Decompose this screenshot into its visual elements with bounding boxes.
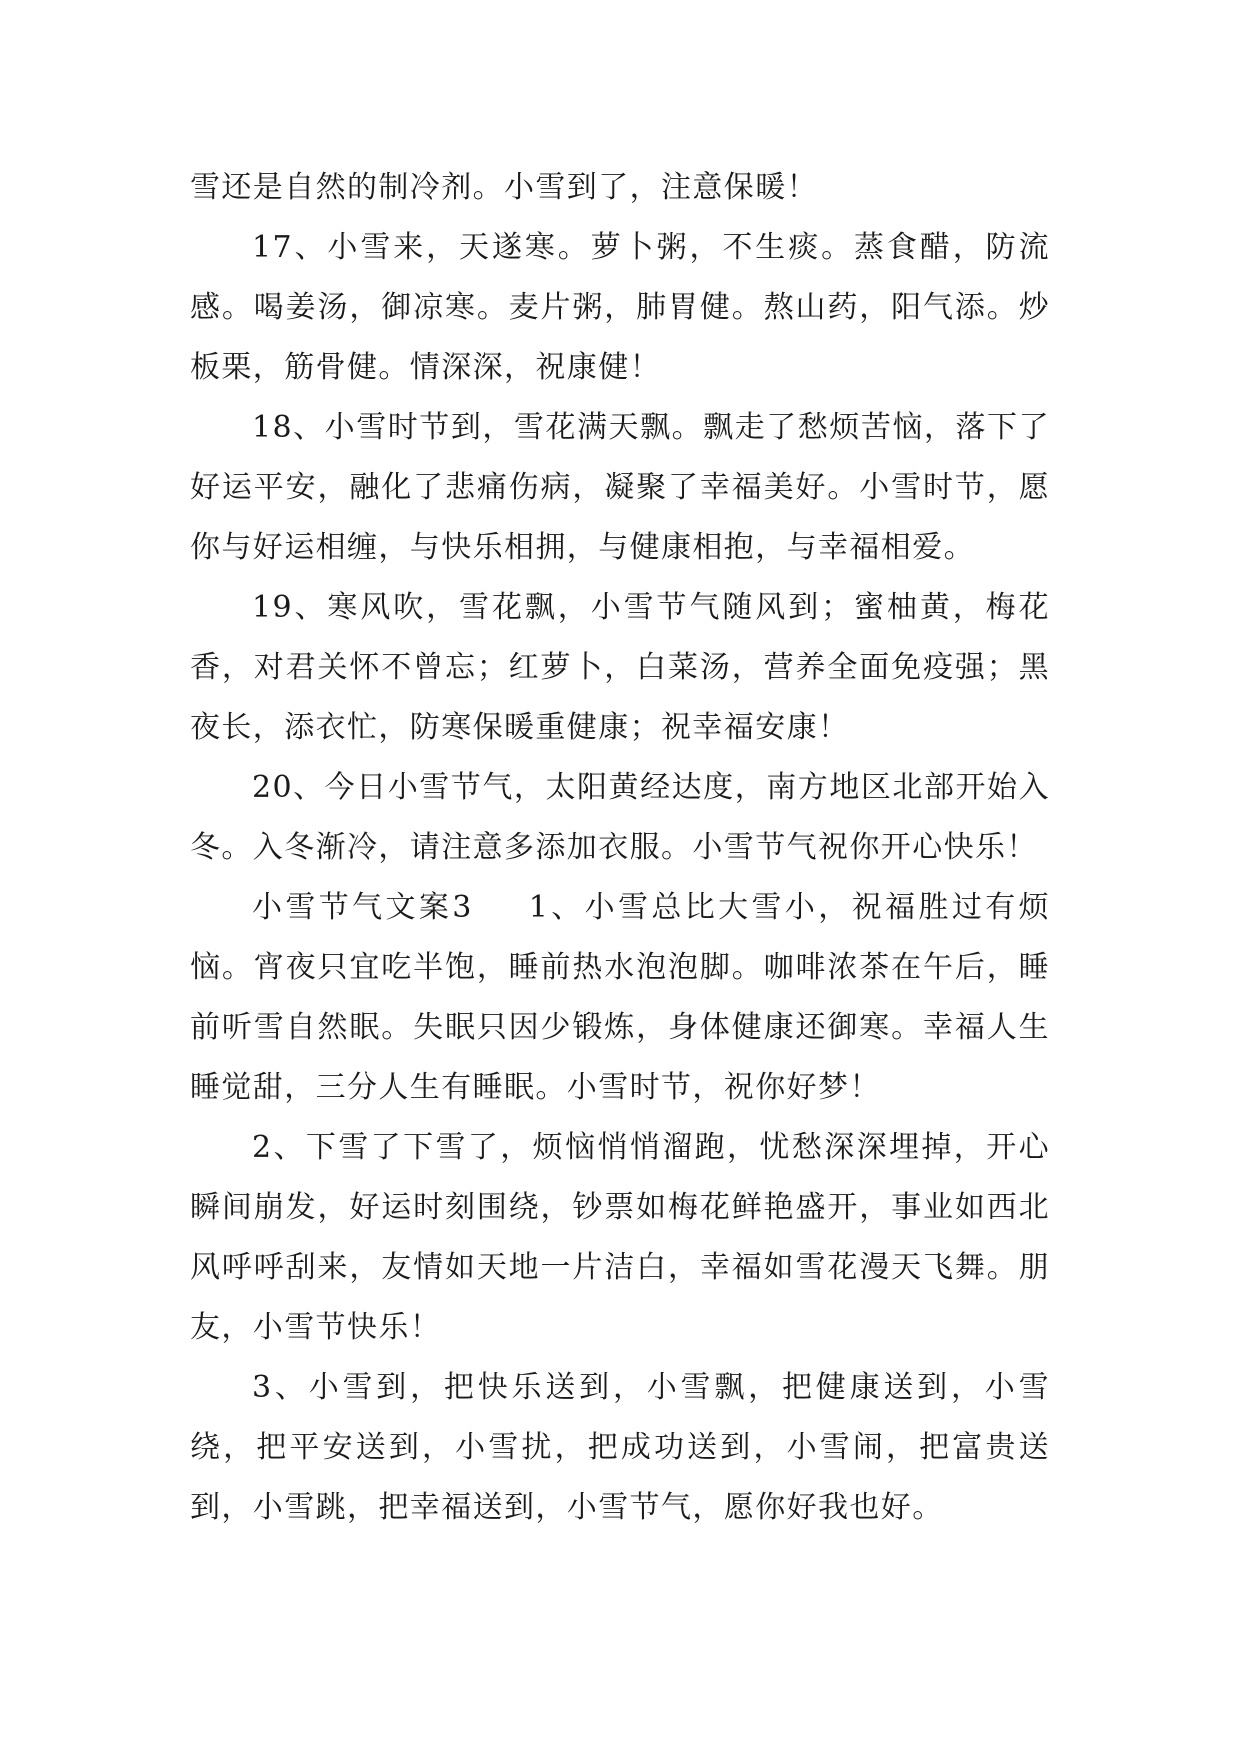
section-3-paragraph xyxy=(190,878,1050,1118)
paragraph-18: 18、小雪时节到，雪花满天飘。飘走了愁烦苦恼，落下了好运平安，融化了悲痛伤病，凝聚了幸福美好。小雪时节，愿你与好运相缠，与快乐相拥，与健康相抱，与幸福相爱。 xyxy=(190,410,1050,565)
section-3-item-3: 3、小雪到，把快乐送到，小雪飘，把健康送到，小雪绕，把平安送到，小雪扰，把成功送到，小雪闹，把富贵送到，小雪跳，把幸福送到，小雪节气，愿你好我也好。 xyxy=(190,1370,1050,1525)
section-3-item-2: 2、下雪了下雪了，烦恼悄悄溜跑，忧愁深深埋掉，开心瞬间崩发，好运时刻围绕，钞票如梅花鲜艳盛开，事业如西北风呼呼刮来，友情如天地一片洁白，幸福如雪花漫天飞舞。朋友，小雪节快乐！ xyxy=(190,1130,1050,1345)
paragraph-16-continuation: 雪还是自然的制冷剂。小雪到了，注意保暖！ xyxy=(190,170,818,205)
document-body xyxy=(190,158,1050,1538)
paragraph-20: 20、今日小雪节气，太阳黄经达度，南方地区北部开始入冬。入冬渐冷，请注意多添加衣服。小雪节气祝你开心快乐！ xyxy=(190,770,1050,865)
section-3-heading: 小雪节气文案3 xyxy=(252,890,473,925)
paragraph-17: 17、小雪来，天遂寒。萝卜粥，不生痰。蒸食醋，防流感。喝姜汤，御凉寒。麦片粥，肺胃健。熬山药，阳气添。炒板栗，筋骨健。情深深，祝康健！ xyxy=(190,230,1050,385)
section-3-item-1: 1、小雪总比大雪小，祝福胜过有烦恼。宵夜只宜吃半饱，睡前热水泡泡脚。咖啡浓茶在午后，睡前听雪自然眠。失眠只因少锻炼，身体健康还御寒。幸福人生睡觉甜，三分人生有睡眠。小雪时节，祝你好梦！ xyxy=(190,890,1050,1105)
paragraph-19: 19、寒风吹，雪花飘，小雪节气随风到；蜜柚黄，梅花香，对君关怀不曾忘；红萝卜，白菜汤，营养全面免疫强；黑夜长，添衣忙，防寒保暖重健康；祝幸福安康！ xyxy=(190,590,1050,745)
